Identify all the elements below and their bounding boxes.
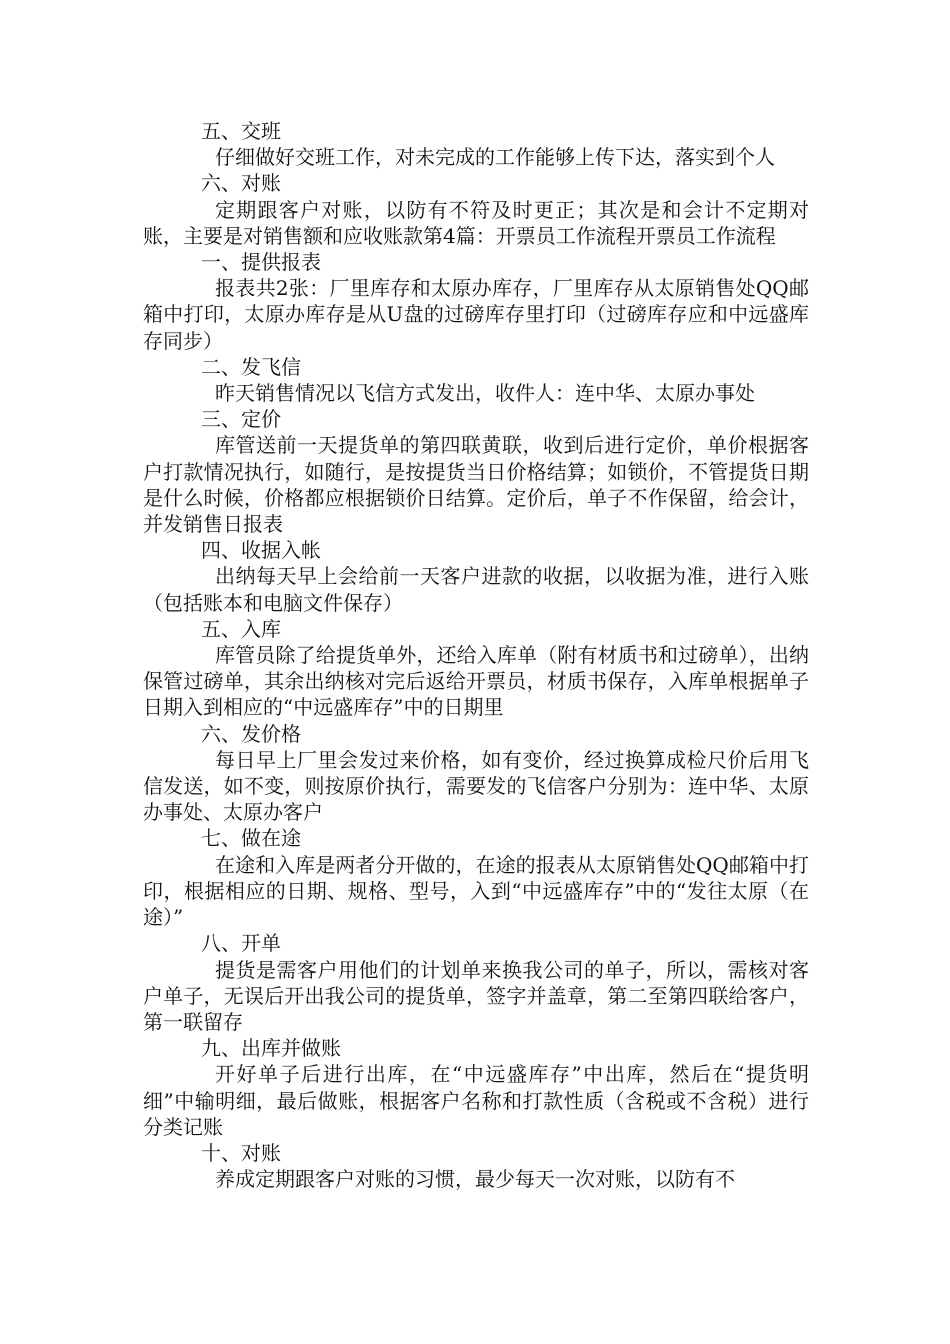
section-heading: 五、交班: [201, 119, 281, 143]
section-heading: 一、提供报表: [201, 250, 321, 275]
section-heading: 三、定价: [201, 407, 281, 432]
section-paragraph: 报表共2张：厂里库存和太原办库存，厂里库存从太原销售处QQ邮箱中打印，太原办库存是从U盘的过磅库存里打印（过磅库存应和中远盛库存同步）: [143, 276, 809, 353]
section-paragraph: 库管送前一天提货单的第四联黄联，收到后进行定价，单价根据客户打款情况执行，如随行，是按提货当日价格结算；如锁价，不管提货日期是什么时候，价格都应根据锁价日结算。定价后，单子不作保留，给会计，并发销售日报表: [143, 433, 809, 537]
section-paragraph: 提货是需客户用他们的计划单来换我公司的单子，所以，需核对客户单子，无误后开出我公司的提货单，签字并盖章，第二至第四联给客户，第一联留存: [143, 957, 809, 1034]
section-heading: 四、收据入帐: [201, 538, 321, 563]
section-heading: 八、开单: [201, 931, 281, 956]
section-paragraph: 库管员除了给提货单外，还给入库单（附有材质书和过磅单），出纳保管过磅单，其余出纳核对完后返给开票员，材质书保存，入库单根据单子日期入到相应的“中远盛库存”中的日期里: [143, 643, 809, 720]
section-heading: 七、做在途: [201, 826, 301, 851]
section-heading: 六、对账: [201, 171, 281, 196]
section-heading: 二、发飞信: [201, 354, 301, 379]
section-paragraph: 出纳每天早上会给前一天客户进款的收据，以收据为准，进行入账（包括账本和电脑文件保存）: [143, 564, 809, 615]
document-body: [143, 118, 809, 1192]
section-paragraph: 在途和入库是两者分开做的，在途的报表从太原销售处QQ邮箱中打印，根据相应的日期、规格、型号，入到“中远盛库存”中的“发往太原（在途）”: [143, 852, 809, 930]
section-paragraph: 每日早上厂里会发过来价格，如有变价，经过换算成检尺价后用飞信发送，如不变，则按原价执行，需要发的飞信客户分别为：连中华、太原办事处、太原办客户: [143, 747, 809, 825]
section-paragraph: 养成定期跟客户对账的习惯，最少每天一次对账，以防有不: [215, 1167, 735, 1192]
section-paragraph: 开好单子后进行出库，在“中远盛库存”中出库，然后在“提货明细”中输明细，最后做账，根据客户名称和打款性质（含税或不含税）进行分类记账: [143, 1062, 809, 1139]
section-heading: 九、出库并做账: [201, 1036, 341, 1061]
section-heading: 五、入库: [201, 616, 281, 641]
section-paragraph: 仔细做好交班工作，对未完成的工作能够上传下达，落实到个人: [215, 145, 775, 170]
section-heading: 十、对账: [201, 1140, 281, 1165]
section-heading: 六、发价格: [201, 721, 301, 746]
section-paragraph: 昨天销售情况以飞信方式发出，收件人：连中华、太原办事处: [215, 381, 755, 406]
section-paragraph: 定期跟客户对账，以防有不符及时更正；其次是和会计不定期对账，主要是对销售额和应收账款第4篇：开票员工作流程开票员工作流程: [143, 197, 809, 248]
